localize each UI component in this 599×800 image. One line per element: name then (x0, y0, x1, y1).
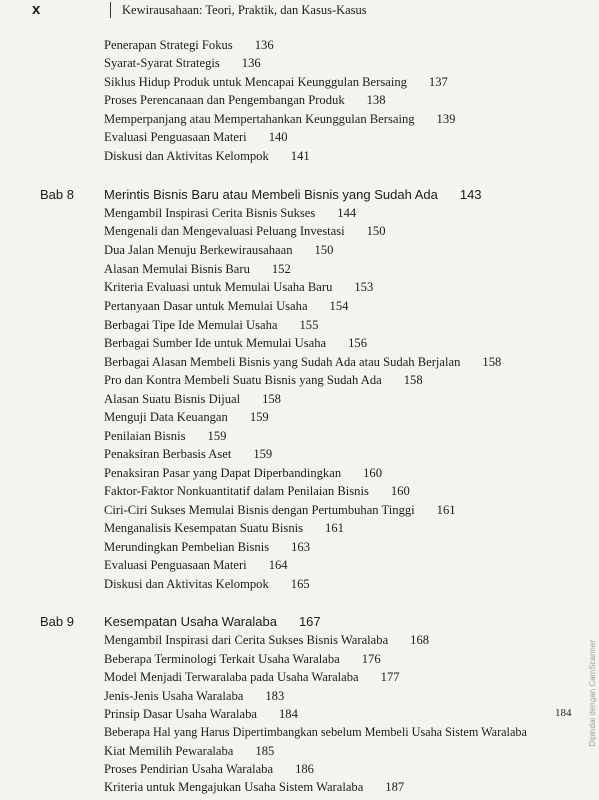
toc-entry-page: 183 (265, 689, 285, 703)
toc-entry-title: Menguji Data Keuangan (104, 410, 228, 424)
chapter-title (104, 187, 482, 203)
toc-entry (104, 632, 429, 648)
toc-entry-title: Proses Perencanaan dan Pengembangan Produk (104, 93, 345, 107)
toc-entry (104, 446, 272, 462)
toc-entry-page: 154 (329, 299, 349, 313)
toc-entry-title: Penerapan Strategi Fokus (104, 38, 233, 52)
chapter-page: 143 (459, 187, 482, 202)
toc-entry-title: Menganalisis Kesempatan Suatu Bisnis (104, 521, 304, 535)
toc-entry (104, 724, 527, 740)
toc-entry-title: Evaluasi Penguasaan Materi (104, 130, 247, 144)
toc-entry-page: 186 (295, 762, 314, 776)
toc-entry-page: 161 (325, 521, 344, 535)
toc-entry-page: 158 (403, 373, 423, 387)
toc-entry-title: Faktor-Faktor Nonkuantitatif dalam Penilaian Bisnis (104, 484, 369, 498)
toc-entry-page-side: 184 (555, 707, 572, 719)
toc-entry-page: 159 (207, 429, 227, 443)
toc-entry-title: Penilaian Bisnis (104, 429, 186, 443)
toc-entry-page: 158 (262, 392, 281, 406)
toc-entry (104, 688, 284, 704)
toc-entry (104, 279, 373, 295)
toc-entry-title: Diskusi dan Aktivitas Kelompok (104, 577, 269, 591)
toc-entry-title: Mengambil Inspirasi Cerita Bisnis Sukses (104, 206, 316, 220)
toc-entry-page: 163 (291, 540, 310, 554)
toc-entry (104, 129, 288, 145)
toc-entry-page: 144 (337, 206, 357, 220)
toc-entry (104, 55, 261, 71)
toc-entry-title: Alasan Memulai Bisnis Baru (104, 262, 250, 276)
toc-entry-title: Alasan Suatu Bisnis Dijual (104, 392, 241, 406)
toc-entry-page: 155 (299, 318, 319, 332)
toc-entry-page: 150 (366, 224, 386, 238)
toc-entry-page: 150 (314, 243, 334, 257)
toc-entry-title: Prinsip Dasar Usaha Waralaba (104, 707, 257, 721)
toc-entry-page: 184 (278, 707, 298, 721)
toc-entry (104, 317, 318, 333)
toc-entry (104, 372, 423, 388)
toc-entry (104, 576, 310, 592)
toc-entry-page: 161 (436, 503, 456, 517)
toc-entry (104, 298, 348, 314)
toc-entry (104, 539, 310, 555)
toc-entry-title: Model Menjadi Terwaralaba pada Usaha Waralaba (104, 670, 359, 684)
toc-entry-page: 153 (354, 280, 374, 294)
toc-entry-page: 140 (268, 130, 288, 144)
toc-entry-page: 159 (249, 410, 269, 424)
toc-entry-page: 158 (482, 355, 502, 369)
toc-entry-title: Proses Pendirian Usaha Waralaba (104, 762, 274, 776)
scanner-watermark: Dipindai dengan CamScanner (588, 640, 597, 747)
toc-entry-page: 176 (361, 652, 381, 666)
chapter-label: Bab 8 (40, 187, 74, 202)
toc-entry-title: Memperpanjang atau Mempertahankan Keunggulan Bersaing (104, 112, 415, 126)
toc-entry (104, 520, 344, 536)
toc-entry-title: Kriteria Evaluasi untuk Memulai Usaha Baru (104, 280, 333, 294)
page-number: x (32, 1, 41, 18)
chapter-title-text: Merintis Bisnis Baru atau Membeli Bisnis yang Sudah Ada (104, 187, 438, 202)
chapter-title-text: Kesempatan Usaha Waralaba (104, 614, 277, 629)
chapter-label: Bab 9 (40, 614, 74, 629)
toc-entry-title: Pro dan Kontra Membeli Suatu Bisnis yang Sudah Ada (104, 373, 382, 387)
toc-entry-page: 141 (290, 149, 310, 163)
toc-entry (104, 111, 455, 127)
toc-entry-page: 164 (268, 558, 288, 572)
toc-entry-page: 177 (380, 670, 400, 684)
toc-entry-title: Penaksiran Berbasis Aset (104, 447, 232, 461)
toc-entry (104, 465, 382, 481)
toc-entry (104, 261, 291, 277)
toc-entry-title: Siklus Hidup Produk untuk Mencapai Keunggulan Bersaing (104, 75, 407, 89)
toc-entry-title: Beberapa Hal yang Harus Dipertimbangkan sebelum Membeli Usaha Sistem Waralaba (104, 725, 527, 739)
toc-entry-page: 160 (390, 484, 410, 498)
toc-entry-title: Merundingkan Pembelian Bisnis (104, 540, 270, 554)
toc-entry-title: Syarat-Syarat Strategis (104, 56, 220, 70)
chapter-title (104, 614, 321, 630)
toc-entry-title: Evaluasi Penguasaan Materi (104, 558, 247, 572)
toc-entry-page: 156 (348, 336, 367, 350)
chapter-page: 167 (298, 614, 321, 629)
toc-entry-title: Penaksiran Pasar yang Dapat Diperbandingkan (104, 466, 342, 480)
toc-entry (104, 483, 410, 499)
toc-entry-page: 136 (241, 56, 261, 70)
toc-entry-title: Mengambil Inspirasi dari Cerita Sukses Bisnis Waralaba (104, 633, 389, 647)
toc-entry-title: Mengenali dan Mengevaluasi Peluang Investasi (104, 224, 345, 238)
toc-entry-page: 139 (436, 112, 456, 126)
toc-entry-page: 187 (385, 780, 405, 794)
toc-entry-page: 152 (271, 262, 291, 276)
toc-entry (104, 761, 314, 777)
running-header (0, 0, 599, 22)
toc-entry-page: 160 (363, 466, 383, 480)
toc-entry (104, 779, 404, 795)
toc-entry-title: Kiat Memilih Pewaralaba (104, 744, 234, 758)
toc-entry-title: Berbagai Alasan Membeli Bisnis yang Sudah Ada atau Sudah Berjalan (104, 355, 461, 369)
toc-entry (104, 205, 356, 221)
toc-entry-title: Beberapa Terminologi Terkait Usaha Waralaba (104, 652, 340, 666)
toc-entry-title: Pertanyaan Dasar untuk Memulai Usaha (104, 299, 308, 313)
toc-entry (104, 223, 386, 239)
toc-entry-page: 138 (366, 93, 386, 107)
toc-entry (104, 651, 381, 667)
toc-entry (104, 354, 501, 370)
toc-entry-page: 168 (410, 633, 430, 647)
toc-entry (104, 669, 400, 685)
toc-entry-title: Jenis-Jenis Usaha Waralaba (104, 689, 244, 703)
toc-entry (104, 148, 310, 164)
toc-entry (104, 391, 281, 407)
toc-entry-page: 136 (254, 38, 274, 52)
toc-entry-page: 185 (255, 744, 275, 758)
toc-entry (104, 335, 367, 351)
toc-entry (104, 242, 333, 258)
toc-entry-page: 165 (290, 577, 310, 591)
toc-entry (104, 557, 288, 573)
toc-entry (104, 37, 274, 53)
toc-entry (104, 428, 226, 444)
toc-entry-title: Dua Jalan Menuju Berkewirausahaan (104, 243, 293, 257)
toc-entry-title: Kriteria untuk Mengajukan Usaha Sistem Waralaba (104, 780, 364, 794)
running-title: Kewirausahaan: Teori, Praktik, dan Kasus-Kasus (122, 3, 367, 17)
toc-entry (104, 92, 386, 108)
toc-entry-title: Diskusi dan Aktivitas Kelompok (104, 149, 269, 163)
toc-entry-title: Berbagai Sumber Ide untuk Memulai Usaha (104, 336, 327, 350)
toc-entry (104, 74, 448, 90)
toc-entry (104, 706, 298, 722)
toc-entry (104, 502, 456, 518)
toc-entry (104, 743, 274, 759)
toc-entry-title: Ciri-Ciri Sukses Memulai Bisnis dengan Pertumbuhan Tinggi (104, 503, 415, 517)
toc-entry (104, 409, 269, 425)
toc-entry-title: Berbagai Tipe Ide Memulai Usaha (104, 318, 278, 332)
header-divider (110, 2, 111, 18)
toc-entry-page: 137 (428, 75, 448, 89)
toc-entry-page: 159 (253, 447, 273, 461)
